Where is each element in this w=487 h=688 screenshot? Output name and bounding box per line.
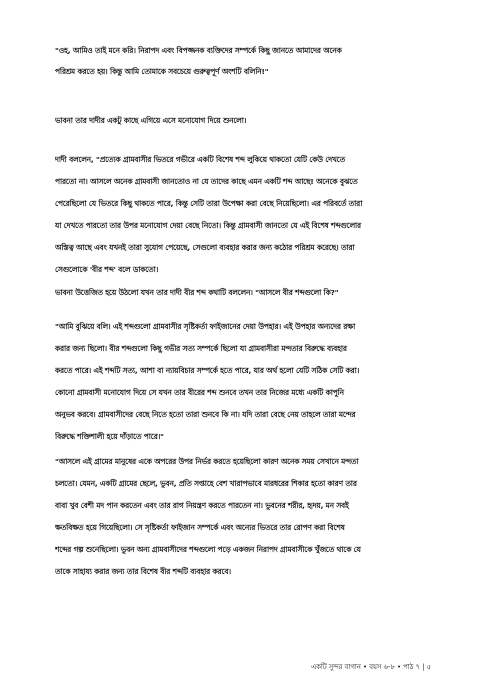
text-line: করার জন্য ছিলো। বীর শব্দগুলো কিছু গভীর সত্য সম্পর্কে ছিলো যা গ্রামবাসীরা মন্দতার বিরুদ্ধে ব্যবহার bbox=[55, 344, 347, 353]
text-line: শব্দের গল্প শুনেছিলো। ভুবন অন্য গ্রামবাসীদের শব্দগুলো পড়ে একজন নিরাপদ গ্রামবাসীকে খুঁজতে থাকে যে bbox=[55, 545, 361, 554]
text-line: বাবা খুব বেশী মদ পান করতেন এবং তার রাগ নিয়ন্ত্রণ করতে পারতেন না। ভুবনের শরীর, হৃদয়, মন সবই bbox=[55, 501, 349, 510]
text-line: সেগুলোকে 'বীর শব্দ' বলে ডাকতো। bbox=[55, 265, 159, 274]
text-line: ভাবনা তার দাদীর একটু কাছে এগিয়ে এসে মনোযোগ দিয়ে শুনলো। bbox=[55, 116, 247, 125]
text-line: পেরেছিলো যে ভিতরে কিছু থাকতে পারে, কিন্তু সেটি তারা উপেক্ষা করা বেছে নিয়েছিলো। এর পরিবর্তে তারা bbox=[55, 199, 363, 208]
text-line: অস্তিত্ব আছে এবং যখনই তারা সুযোগ পেয়েছে, সেগুলো ব্যবহার করার জন্য কঠোর পরিশ্রম করেছে। তারা bbox=[55, 243, 355, 252]
text-line: করতে পারে। এই শব্দটি সত্য, আশা বা ন্যায়বিচার সম্পর্কে হতে পারে, যার অর্থ হলো যেটি সঠিক সেটি করা। bbox=[55, 366, 360, 375]
text-line: পরিশ্রম করতে হয়। কিন্তু আমি তোমাকে সবচেয়ে গুরুত্বপূর্ণ অংশটি বলিনি!" bbox=[55, 67, 269, 76]
text-line: কোনো গ্রামবাসী মনোযোগ দিয়ে সে যখন তার বীরের শব্দ শুনবে তখন তার নিজের মধ্যে একটি কাপুনি bbox=[55, 388, 344, 397]
text-line: "ওহ, আমিও তাই মনে করি। নিরাপদ এবং বিপজ্জনক ব্যক্তিদের সম্পর্কে কিছু জানতে আমাদের অনেক bbox=[55, 46, 342, 55]
text-line: বিরুদ্ধে শক্তিশালী হয়ে দাঁড়াতে পারে।" bbox=[55, 432, 164, 441]
text-line: পারতো না। আসলে অনেক গ্রামবাসী জানতোও না যে তাদের কাছে এমন একটি শব্দ আছে! অনেকে বুঝতে bbox=[55, 177, 358, 186]
text-line: "আসলে এই গ্রামের মানুষের একে অপরের উপর নির্ভর করতে হয়েছিলো কারণ অনেক সময় সেখানে মন্দতা bbox=[55, 457, 359, 466]
page-footer: একটি সুন্দর বাগান • বয়স ৬-৮ • পাঠ ৭ | ৫ bbox=[310, 663, 431, 671]
text-line: চলতো। যেমন, একটি গ্রামের ছেলে, ভুবন, প্রতি সপ্তাহে বেশ খারাপভাবে মারধরের শিকার হতো কারণ তার bbox=[55, 479, 357, 488]
text-line: "আমি বুঝিয়ে বলি। এই শব্দগুলো গ্রামবাসীর সৃষ্টিকর্তা ফাইজানের দেয়া উপহার। এই উপহার অন্যদের রক্ষা bbox=[55, 322, 356, 331]
text-line: যা দেখতে পারতো তার উপর মনোযোগ দেয়া বেছে নিতো। কিন্তু গ্রামবাসী জানতো যে এই বিশেষ শব্দগুলোর bbox=[55, 221, 361, 230]
text-line: ক্ষতবিক্ষত হয়ে গিয়েছিলো। সে সৃষ্টিকর্তা ফাইজান সম্পর্কে এবং অন্যের ভিতরে তার রোপণ করা বিশেষ bbox=[55, 523, 345, 532]
text-line: ভাবনা উত্তেজিত হয়ে উঠলো যখন তার দাদী বীর শব্দ কথাটি বললেন। "আসলে বীর শব্দগুলো কি?" bbox=[55, 288, 339, 297]
text-line: তাকে সাহায্য করার জন্য তার বিশেষ বীর শব্দটি ব্যবহার করবে। bbox=[55, 567, 231, 576]
text-line: অনুভব করবে। গ্রামবাসীদের বেছে নিতে হতো তারা শুনবে কি না। যদি তারা বেছে নেয় তাহলে তারা মন্দের bbox=[55, 410, 356, 419]
text-line: দাদী বললেন, "প্রত্যেক গ্রামবাসীর ভিতরে গভীরে একটি বিশেষ শব্দ লুকিয়ে থাকতো যেটি কেউ দেখতে bbox=[55, 155, 345, 164]
